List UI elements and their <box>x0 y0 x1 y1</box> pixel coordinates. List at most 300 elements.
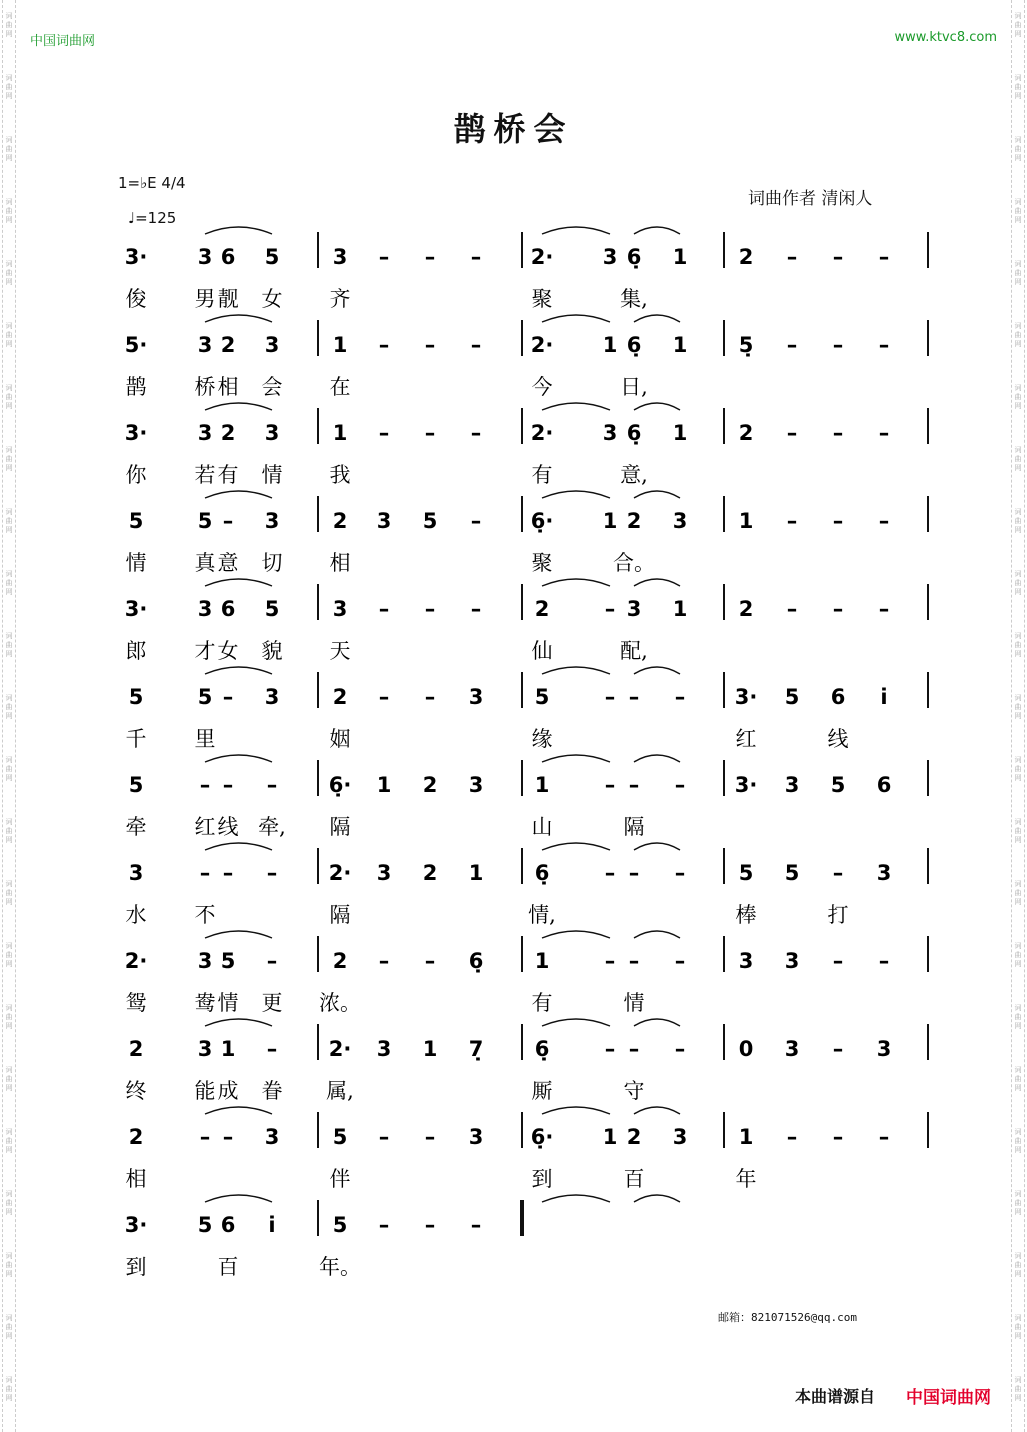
side-watermark-tag: 词 曲 网 <box>1014 1128 1022 1154</box>
note: 3 <box>332 245 348 269</box>
note: 6̣· <box>328 773 352 797</box>
side-watermark-tag: 词 曲 网 <box>1014 570 1022 596</box>
note: 3 <box>197 333 213 357</box>
lyric-syllable: 仙 <box>531 639 553 663</box>
note: 3 <box>264 685 280 709</box>
slur <box>205 843 272 850</box>
side-watermark-tag: 词 曲 网 <box>1014 136 1022 162</box>
note: 3 <box>468 685 484 709</box>
note: 3· <box>734 685 758 709</box>
slur <box>542 931 610 938</box>
lyric-syllable: 你 <box>125 463 147 487</box>
note: 1 <box>602 333 618 357</box>
note: 2· <box>530 421 554 445</box>
lyric-syllable: 千 <box>125 727 147 751</box>
lyric-syllable: 终 <box>125 1079 147 1103</box>
note: 2 <box>128 1125 144 1149</box>
side-watermark-tag: 词 曲 网 <box>5 12 13 38</box>
note: i <box>268 1213 276 1237</box>
note: 6 <box>220 597 236 621</box>
note: 5 <box>128 685 144 709</box>
slur <box>634 227 680 234</box>
note-extension: – <box>878 245 890 269</box>
note: 5 <box>220 949 236 973</box>
note: 3 <box>672 509 688 533</box>
slur <box>634 579 680 586</box>
note-extension: – <box>786 1125 798 1149</box>
note: 2· <box>328 1037 352 1061</box>
note: 6̣· <box>530 1125 554 1149</box>
slur <box>542 843 610 850</box>
lyric-syllable: 鸯 <box>194 991 216 1015</box>
lyric-syllable: 牵, <box>258 815 286 839</box>
side-watermark-tag: 词 曲 网 <box>5 508 13 534</box>
lyric-syllable: 有 <box>217 463 239 487</box>
note-extension: – <box>424 597 436 621</box>
lyric-syllable: 更 <box>261 991 283 1015</box>
note-extension: – <box>470 1213 482 1237</box>
note: 3 <box>784 949 800 973</box>
slur <box>205 491 272 498</box>
note-extension: – <box>424 421 436 445</box>
note-extension: – <box>878 1125 890 1149</box>
note-extension: – <box>832 421 844 445</box>
side-watermark-tag: 词 曲 网 <box>5 384 13 410</box>
slur <box>542 755 610 762</box>
note: 5̣ <box>738 333 754 357</box>
lyric-syllable: 棒 <box>735 903 757 927</box>
note-extension: – <box>470 597 482 621</box>
slur <box>205 755 272 762</box>
note: 5 <box>332 1213 348 1237</box>
note: 3 <box>376 509 392 533</box>
slur <box>542 1195 610 1202</box>
note-extension: – <box>604 949 616 973</box>
note: 5 <box>738 861 754 885</box>
lyric-syllable: 里 <box>194 727 216 751</box>
side-watermark-tag: 词 曲 网 <box>5 694 13 720</box>
lyric-syllable: 姻 <box>329 727 351 751</box>
note: 3 <box>264 333 280 357</box>
slur <box>205 403 272 410</box>
note: 3 <box>876 1037 892 1061</box>
lyric-syllable: 水 <box>125 903 147 927</box>
side-watermark-tag: 词 曲 网 <box>1014 198 1022 224</box>
lyric-syllable: 眷 <box>261 1079 283 1103</box>
lyric-syllable: 相 <box>217 375 239 399</box>
slur <box>634 315 680 322</box>
lyric-syllable: 意, <box>620 463 648 487</box>
slur <box>205 579 272 586</box>
lyric-syllable: 相 <box>329 551 351 575</box>
side-watermark-tag: 词 曲 网 <box>1014 1066 1022 1092</box>
note: 3 <box>784 1037 800 1061</box>
note: 3 <box>738 949 754 973</box>
note: 2 <box>738 597 754 621</box>
note-extension: – <box>628 949 640 973</box>
note: 3 <box>264 1125 280 1149</box>
tempo-value: =125 <box>135 209 177 227</box>
note: 3 <box>876 861 892 885</box>
note: 2· <box>530 245 554 269</box>
lyric-syllable: 相 <box>125 1167 147 1191</box>
note: 6̣ <box>626 245 642 269</box>
note-extension: – <box>674 773 686 797</box>
note-extension: – <box>266 861 278 885</box>
lyric-syllable: 情, <box>528 903 556 927</box>
lyric-syllable: 打 <box>827 903 849 927</box>
note: 2 <box>738 245 754 269</box>
note: 1 <box>534 949 550 973</box>
lyric-syllable: 真 <box>194 551 216 575</box>
note: 2· <box>530 333 554 357</box>
note: 3· <box>124 421 148 445</box>
note: 6 <box>876 773 892 797</box>
side-watermark-tag: 词 曲 网 <box>5 322 13 348</box>
note: 3 <box>197 949 213 973</box>
side-watermark-tag: 词 曲 网 <box>1014 1376 1022 1402</box>
note-extension: – <box>222 861 234 885</box>
side-watermark-tag: 词 曲 网 <box>5 1066 13 1092</box>
lyric-syllable: 缘 <box>531 727 553 751</box>
note: 5 <box>128 773 144 797</box>
note-extension: – <box>378 333 390 357</box>
lyric-syllable: 牵 <box>125 815 147 839</box>
lyric-syllable: 日, <box>620 375 648 399</box>
side-watermark-tag: 词 曲 网 <box>1014 446 1022 472</box>
note-extension: – <box>674 685 686 709</box>
lyric-syllable: 线 <box>827 727 849 751</box>
slur <box>634 491 680 498</box>
note-extension: – <box>628 1037 640 1061</box>
note-extension: – <box>199 861 211 885</box>
slur <box>542 1107 610 1114</box>
note-extension: – <box>604 861 616 885</box>
note: 3 <box>332 597 348 621</box>
lyric-syllable: 桥 <box>194 375 216 399</box>
note: 3 <box>197 597 213 621</box>
note: 3 <box>264 421 280 445</box>
note: 6 <box>220 245 236 269</box>
slur <box>634 931 680 938</box>
note: 5 <box>264 597 280 621</box>
note: 1 <box>602 509 618 533</box>
slur <box>542 227 610 234</box>
note: 3 <box>784 773 800 797</box>
side-watermark-tag: 词 曲 网 <box>1014 942 1022 968</box>
lyric-syllable: 红 <box>194 815 216 839</box>
side-watermark-tag: 词 曲 网 <box>5 1190 13 1216</box>
note: 3 <box>376 1037 392 1061</box>
quarter-note-icon: ♩ <box>128 209 136 227</box>
note: 2 <box>128 1037 144 1061</box>
lyric-syllable: 红 <box>735 727 757 751</box>
note: 1 <box>672 597 688 621</box>
note-extension: – <box>878 597 890 621</box>
slur <box>205 315 272 322</box>
note: 2 <box>332 509 348 533</box>
note: 1 <box>602 1125 618 1149</box>
note: 5 <box>197 509 213 533</box>
side-watermark-tag: 词 曲 网 <box>5 570 13 596</box>
lyric-syllable: 天 <box>329 639 351 663</box>
lyric-syllable: 隔 <box>329 903 351 927</box>
note-extension: – <box>674 949 686 973</box>
slur <box>634 1019 680 1026</box>
slur <box>205 1107 272 1114</box>
lyric-syllable: 情 <box>217 991 239 1015</box>
note-extension: – <box>628 773 640 797</box>
lyric-syllable: 在 <box>329 375 351 399</box>
side-watermark-tag: 词 曲 网 <box>5 942 13 968</box>
slur <box>542 491 610 498</box>
lyric-syllable: 鹊 <box>125 375 147 399</box>
note-extension: – <box>378 949 390 973</box>
side-watermark-tag: 词 曲 网 <box>5 446 13 472</box>
note: 5 <box>128 509 144 533</box>
lyric-syllable: 女 <box>261 287 283 311</box>
slur <box>205 667 272 674</box>
note-extension: – <box>832 1037 844 1061</box>
note-extension: – <box>832 1125 844 1149</box>
lyric-syllable: 浓。 <box>319 991 361 1015</box>
key-signature-text: 1=♭E 4/4 <box>118 174 186 192</box>
side-watermark-tag: 词 曲 网 <box>5 74 13 100</box>
note-extension: – <box>878 949 890 973</box>
slur <box>634 403 680 410</box>
lyric-syllable: 意 <box>217 551 239 575</box>
slur <box>634 667 680 674</box>
side-watermark-tag: 词 曲 网 <box>1014 12 1022 38</box>
note: 3 <box>468 773 484 797</box>
note-extension: – <box>786 509 798 533</box>
note: 6̣ <box>626 333 642 357</box>
note: 2 <box>422 773 438 797</box>
note-extension: – <box>424 1213 436 1237</box>
note-extension: – <box>786 245 798 269</box>
side-watermark-tag: 词 曲 网 <box>5 818 13 844</box>
note-extension: – <box>878 421 890 445</box>
note: 6̣ <box>626 421 642 445</box>
header-site-url[interactable]: www.ktvc8.com <box>894 30 997 45</box>
side-watermark-tag: 词 曲 网 <box>1014 880 1022 906</box>
side-watermark-tag: 词 曲 网 <box>1014 322 1022 348</box>
side-watermark-tag: 词 曲 网 <box>1014 74 1022 100</box>
slur <box>634 755 680 762</box>
note: 3· <box>734 773 758 797</box>
note: 1 <box>332 333 348 357</box>
note: 3 <box>197 1037 213 1061</box>
note-extension: – <box>674 861 686 885</box>
note: 3 <box>626 597 642 621</box>
note-extension: – <box>222 509 234 533</box>
note-extension: – <box>832 949 844 973</box>
note: 3· <box>124 1213 148 1237</box>
composer-credit: 词曲作者 清闲人 <box>748 189 873 209</box>
lyric-syllable: 有 <box>531 463 553 487</box>
note: 2 <box>332 949 348 973</box>
note: 3· <box>124 245 148 269</box>
lyric-syllable: 貌 <box>261 639 283 663</box>
note-extension: – <box>378 597 390 621</box>
note-extension: – <box>378 685 390 709</box>
note-extension: – <box>832 245 844 269</box>
note: 6̣ <box>534 861 550 885</box>
lyric-syllable: 到 <box>125 1255 147 1279</box>
note: 3· <box>124 597 148 621</box>
note-extension: – <box>424 685 436 709</box>
note: 5 <box>332 1125 348 1149</box>
lyric-syllable: 百 <box>623 1167 645 1191</box>
lyric-syllable: 百 <box>217 1255 239 1279</box>
note: 2 <box>332 685 348 709</box>
note-extension: – <box>674 1037 686 1061</box>
note: 1 <box>672 421 688 445</box>
note-extension: – <box>832 597 844 621</box>
lyric-syllable: 聚 <box>531 551 553 575</box>
side-watermark-tag: 词 曲 网 <box>1014 1252 1022 1278</box>
note: 5 <box>197 1213 213 1237</box>
lyric-syllable: 隔 <box>329 815 351 839</box>
lyric-syllable: 男 <box>194 287 216 311</box>
slur <box>542 315 610 322</box>
note-extension: – <box>786 333 798 357</box>
slur <box>205 1195 272 1202</box>
note-extension: – <box>424 1125 436 1149</box>
note-extension: – <box>378 1213 390 1237</box>
slur <box>634 1107 680 1114</box>
note: 2 <box>534 597 550 621</box>
note-extension: – <box>266 773 278 797</box>
note: 1 <box>672 333 688 357</box>
side-watermark-tag: 词 曲 网 <box>1014 260 1022 286</box>
lyric-syllable: 年。 <box>319 1255 361 1279</box>
note-extension: – <box>878 333 890 357</box>
note-extension: – <box>832 861 844 885</box>
note-extension: – <box>604 685 616 709</box>
note: 5 <box>197 685 213 709</box>
note: 3 <box>602 421 618 445</box>
note-extension: – <box>604 1037 616 1061</box>
note-extension: – <box>786 421 798 445</box>
lyric-syllable: 伴 <box>329 1167 351 1191</box>
note: 3 <box>672 1125 688 1149</box>
lyric-syllable: 女 <box>217 639 239 663</box>
note-extension: – <box>266 949 278 973</box>
side-watermark-tag: 词 曲 网 <box>1014 508 1022 534</box>
note: 6̣· <box>530 509 554 533</box>
slur <box>634 843 680 850</box>
note: 5 <box>264 245 280 269</box>
side-watermark-tag: 词 曲 网 <box>1014 694 1022 720</box>
lyric-syllable: 切 <box>261 551 283 575</box>
note-extension: – <box>378 1125 390 1149</box>
lyric-syllable: 聚 <box>531 287 553 311</box>
lyric-syllable: 会 <box>261 375 283 399</box>
song-title: 鹊桥会 <box>453 110 574 148</box>
side-watermark-tag: 词 曲 网 <box>5 632 13 658</box>
note: 1 <box>738 509 754 533</box>
note-extension: – <box>424 333 436 357</box>
side-watermark-tag: 词 曲 网 <box>1014 632 1022 658</box>
lyric-syllable: 才 <box>194 639 216 663</box>
source-site-link[interactable]: 中国词曲网 <box>906 1388 991 1408</box>
lyric-syllable: 靓 <box>217 287 239 311</box>
header-site-name[interactable]: 中国词曲网 <box>30 34 96 49</box>
note: 6̣ <box>534 1037 550 1061</box>
note-extension: – <box>604 773 616 797</box>
lyric-syllable: 线 <box>217 815 239 839</box>
slur <box>542 403 610 410</box>
note: 3 <box>197 421 213 445</box>
side-watermark-tag: 词 曲 网 <box>5 1004 13 1030</box>
lyric-syllable: 情 <box>623 991 645 1015</box>
note-extension: – <box>222 1125 234 1149</box>
side-watermark-tag: 词 曲 网 <box>5 1314 13 1340</box>
note-extension: – <box>199 1125 211 1149</box>
slur <box>205 227 272 234</box>
slur <box>634 1195 680 1202</box>
lyric-syllable: 俊 <box>125 287 147 311</box>
note: 1 <box>220 1037 236 1061</box>
note: 1 <box>738 1125 754 1149</box>
lyric-syllable: 不 <box>194 903 216 927</box>
note-extension: – <box>470 509 482 533</box>
note: 1 <box>422 1037 438 1061</box>
source-label: 本曲谱源自 <box>795 1387 876 1406</box>
lyric-syllable: 厮 <box>531 1079 553 1103</box>
note: 7̣ <box>468 1037 484 1061</box>
note: 1 <box>672 245 688 269</box>
side-watermark-tag: 词 曲 网 <box>5 1252 13 1278</box>
note-extension: – <box>424 245 436 269</box>
side-watermark-tag: 词 曲 网 <box>1014 1190 1022 1216</box>
side-watermark-tag: 词 曲 网 <box>1014 818 1022 844</box>
slur <box>205 931 272 938</box>
lyric-syllable: 鸳 <box>125 991 147 1015</box>
note: 1 <box>332 421 348 445</box>
note: 3 <box>197 245 213 269</box>
note: 2 <box>626 509 642 533</box>
note: 6̣ <box>468 949 484 973</box>
note: 2 <box>422 861 438 885</box>
lyric-syllable: 山 <box>531 815 553 839</box>
note: i <box>880 685 888 709</box>
side-watermark-tag: 词 曲 网 <box>5 260 13 286</box>
note-extension: – <box>470 245 482 269</box>
note-extension: – <box>222 685 234 709</box>
note: 3 <box>602 245 618 269</box>
note: 2· <box>124 949 148 973</box>
note-extension: – <box>628 861 640 885</box>
side-watermark-tag: 词 曲 网 <box>5 880 13 906</box>
lyric-syllable: 情 <box>261 463 283 487</box>
lyric-syllable: 情 <box>125 551 147 575</box>
lyric-syllable: 集, <box>620 287 648 311</box>
slur <box>542 667 610 674</box>
lyric-syllable: 守 <box>623 1079 645 1103</box>
side-watermark-tag: 词 曲 网 <box>5 1376 13 1402</box>
lyric-syllable: 年 <box>735 1167 757 1191</box>
lyric-syllable: 到 <box>531 1167 553 1191</box>
note-extension: – <box>832 509 844 533</box>
note: 5 <box>784 685 800 709</box>
slur <box>542 1019 610 1026</box>
note: 2 <box>626 1125 642 1149</box>
note-extension: – <box>832 333 844 357</box>
contact-email: 邮箱：821071526@qq.com <box>718 1311 857 1324</box>
lyric-syllable: 我 <box>329 463 351 487</box>
